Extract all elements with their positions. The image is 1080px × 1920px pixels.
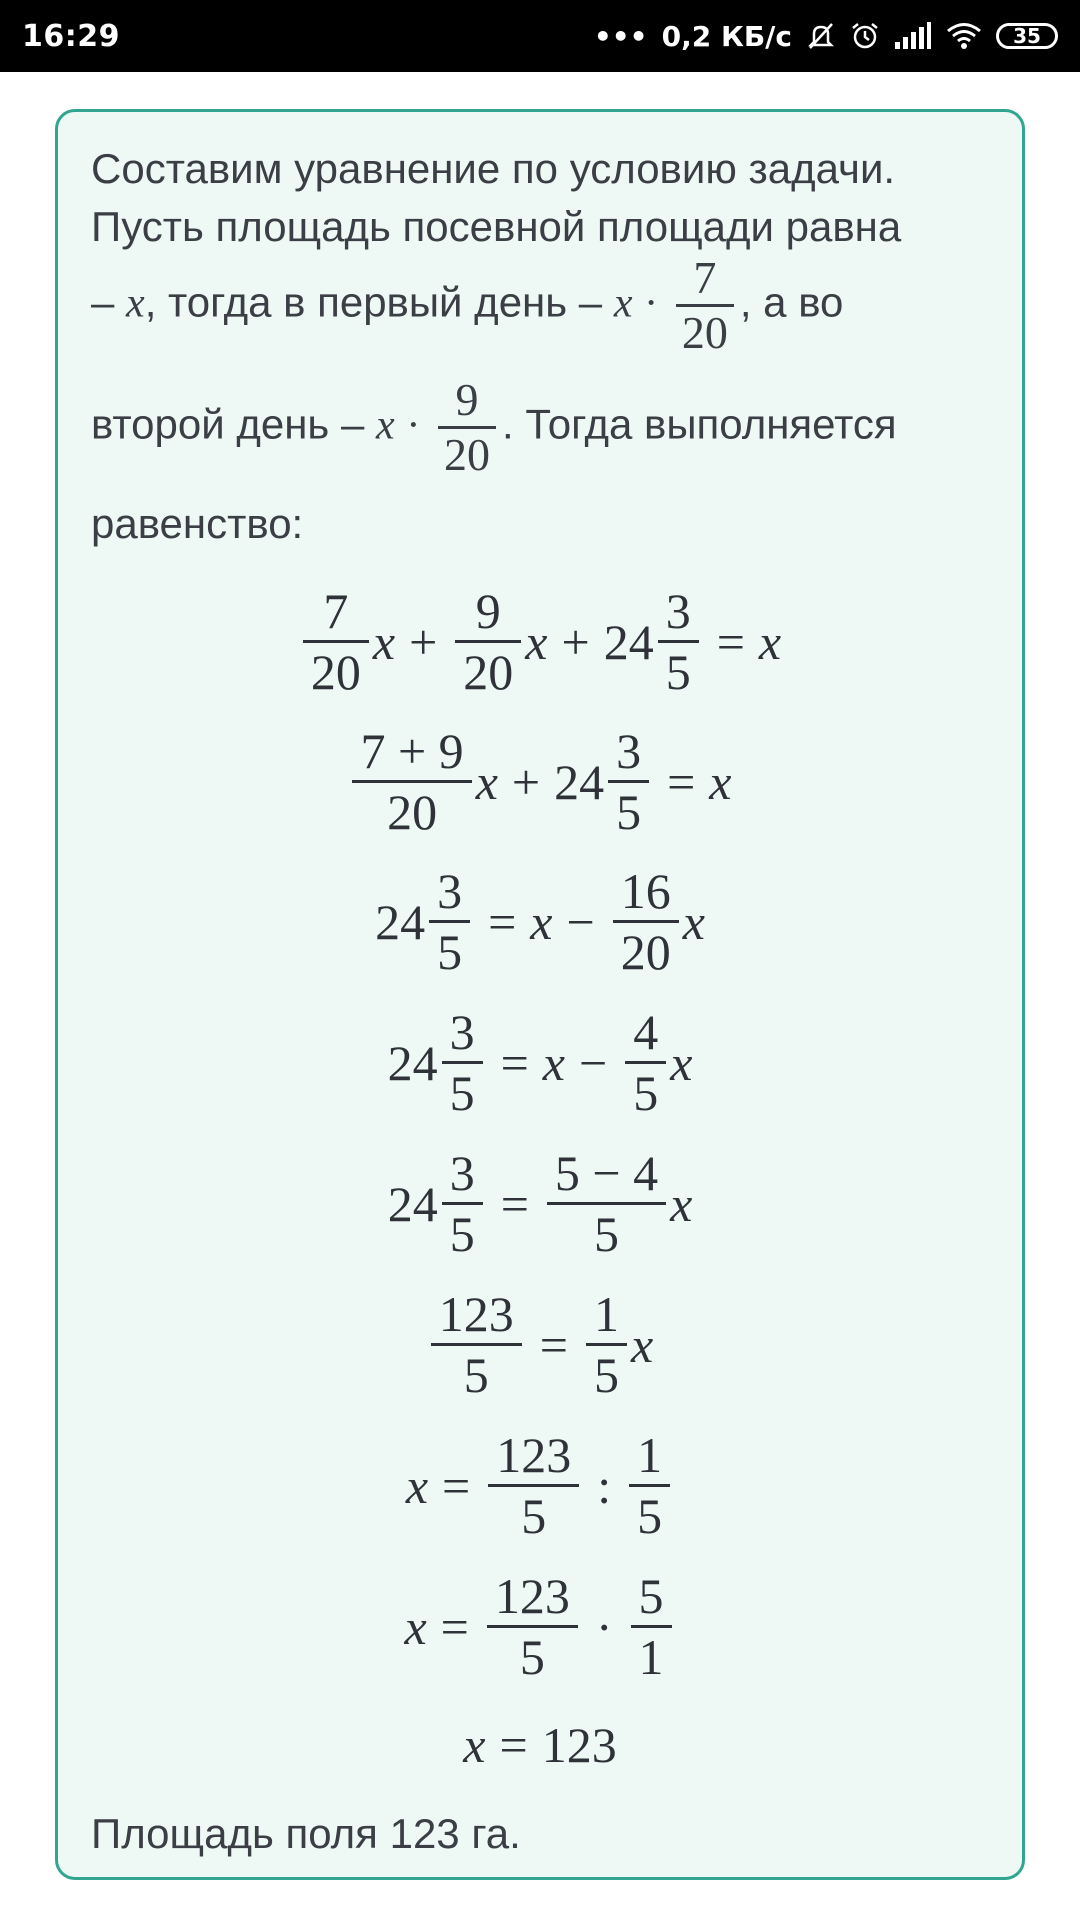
text-then-holds: . Тогда выполняется (502, 400, 897, 448)
equals-operator: = (488, 893, 517, 950)
solution-card (55, 109, 1025, 1880)
dash: – (91, 278, 115, 326)
fraction (455, 582, 521, 701)
fraction (625, 1003, 666, 1122)
fraction (631, 1567, 672, 1686)
numerator: 7 (323, 583, 349, 639)
denominator: 5 (608, 780, 649, 841)
numerator: 9 (475, 583, 501, 639)
numerator: 7 + 9 (360, 723, 464, 779)
plus-operator: + (409, 613, 438, 670)
numerator: 5 − 4 (554, 1145, 659, 1201)
equation-5 (58, 1144, 1022, 1263)
signal-icon (894, 22, 932, 50)
whole-part: 24 (554, 753, 605, 810)
numerator: 5 (638, 1568, 664, 1624)
fraction (613, 862, 679, 981)
equals-operator: = (500, 1034, 529, 1091)
text-then-first-day: , тогда в первый день – (144, 278, 603, 326)
minus-operator: − (579, 1034, 608, 1091)
fraction (303, 582, 369, 701)
multiply-operator: · (595, 1598, 613, 1655)
fraction (608, 722, 649, 841)
network-speed: 0,2 КБ/с (661, 19, 792, 53)
denominator: 20 (303, 640, 369, 701)
var-x: x (670, 1175, 693, 1232)
numerator: 3 (437, 863, 463, 919)
var-x: x (475, 753, 498, 810)
fraction (352, 722, 471, 841)
var-x: x (525, 613, 548, 670)
equation-6 (58, 1285, 1022, 1404)
var-x: x (631, 1316, 654, 1373)
status-bar (0, 0, 1080, 72)
solution-line-4 (91, 374, 991, 481)
var-x: x (404, 1598, 427, 1655)
fraction (442, 1144, 483, 1263)
fraction-9-20 (438, 374, 496, 481)
whole-part: 24 (387, 1034, 438, 1091)
fraction (547, 1144, 666, 1263)
var-x: x (758, 613, 782, 670)
equation-7 (58, 1426, 1022, 1545)
minus-operator: − (566, 893, 595, 950)
denominator: 5 (429, 920, 470, 981)
fraction (586, 1285, 627, 1404)
numerator: 123 (438, 1286, 514, 1342)
denominator: 5 (487, 1625, 578, 1686)
denominator: 5 (658, 640, 699, 701)
numerator: 3 (665, 583, 691, 639)
whole-part: 24 (375, 893, 426, 950)
wifi-icon (946, 22, 982, 50)
dot-operator: · (644, 280, 659, 327)
plus-operator: + (561, 613, 590, 670)
var-x: x (376, 402, 395, 449)
solution-line-3 (91, 252, 991, 359)
equals-operator: = (440, 1598, 469, 1655)
dot-operator: · (406, 402, 421, 449)
denominator: 5 (488, 1484, 579, 1545)
fraction-numerator: 7 (693, 252, 717, 303)
var-x: x (530, 893, 553, 950)
var-x: x (372, 613, 396, 670)
fraction-7-20 (676, 252, 734, 359)
var-x: x (682, 893, 705, 950)
equation-4 (58, 1003, 1022, 1122)
var-x: x (126, 280, 145, 327)
fraction (487, 1567, 578, 1686)
equals-operator: = (500, 1175, 529, 1232)
var-x: x (613, 280, 633, 327)
equation-1 (58, 582, 1022, 701)
numerator: 4 (633, 1004, 659, 1060)
denominator: 20 (613, 920, 679, 981)
divide-operator: : (597, 1457, 612, 1514)
numerator: 123 (494, 1568, 570, 1624)
equation-3 (58, 862, 1022, 981)
numerator: 3 (449, 1004, 475, 1060)
equals-operator: = (499, 1717, 528, 1773)
fraction-denominator: 20 (676, 304, 734, 359)
equals-operator: = (667, 753, 696, 810)
numerator: 1 (637, 1427, 663, 1483)
status-icons (594, 20, 1058, 53)
numerator: 16 (620, 863, 671, 919)
var-x: x (405, 1457, 429, 1514)
var-x: x (709, 753, 732, 810)
whole-part: 24 (387, 1175, 438, 1232)
denominator: 5 (442, 1202, 483, 1263)
denominator: 5 (431, 1343, 522, 1404)
text-second-day: второй день – (91, 400, 365, 448)
var-x: x (542, 1034, 565, 1091)
battery-level: 35 (1013, 24, 1041, 48)
bell-off-icon (806, 21, 836, 51)
equals-operator: = (539, 1316, 568, 1373)
equation-9 (58, 1716, 1022, 1774)
whole-part: 24 (603, 613, 654, 670)
numerator: 1 (594, 1286, 619, 1342)
solution-line-1: Составим уравнение по условию задачи. (91, 145, 896, 192)
var-x: x (463, 1717, 486, 1773)
fraction-denominator: 20 (438, 426, 496, 481)
overflow-dots: ••• (593, 19, 648, 53)
fraction-numerator: 9 (455, 374, 479, 425)
battery-icon (996, 23, 1058, 49)
text-and-in: , а во (739, 278, 844, 326)
denominator: 20 (455, 640, 521, 701)
denominator: 20 (352, 780, 471, 841)
fraction (429, 862, 470, 981)
solution-line-5: равенство: (91, 500, 304, 547)
numerator: 123 (496, 1427, 572, 1483)
denominator: 5 (442, 1061, 483, 1122)
fraction (488, 1426, 579, 1545)
fraction (629, 1426, 670, 1545)
denominator: 5 (547, 1202, 666, 1263)
fraction (658, 582, 699, 701)
fraction (431, 1285, 522, 1404)
status-time: 16:29 (22, 18, 120, 54)
conclusion-text: Площадь поля 123 га. (91, 1810, 521, 1857)
numerator: 3 (449, 1145, 475, 1201)
var-x: x (670, 1034, 693, 1091)
fraction (442, 1003, 483, 1122)
alarm-icon (850, 21, 880, 51)
denominator: 5 (625, 1061, 666, 1122)
result-value: 123 (541, 1717, 617, 1773)
equation-2 (58, 722, 1022, 841)
equation-8 (58, 1567, 1022, 1686)
numerator: 3 (616, 723, 642, 779)
denominator: 1 (631, 1625, 672, 1686)
equals-operator: = (442, 1457, 471, 1514)
solution-line-2: Пусть площадь посевной площади равна (91, 203, 902, 250)
plus-operator: + (511, 753, 541, 810)
denominator: 5 (586, 1343, 627, 1404)
denominator: 5 (629, 1484, 670, 1545)
equals-operator: = (716, 613, 745, 670)
